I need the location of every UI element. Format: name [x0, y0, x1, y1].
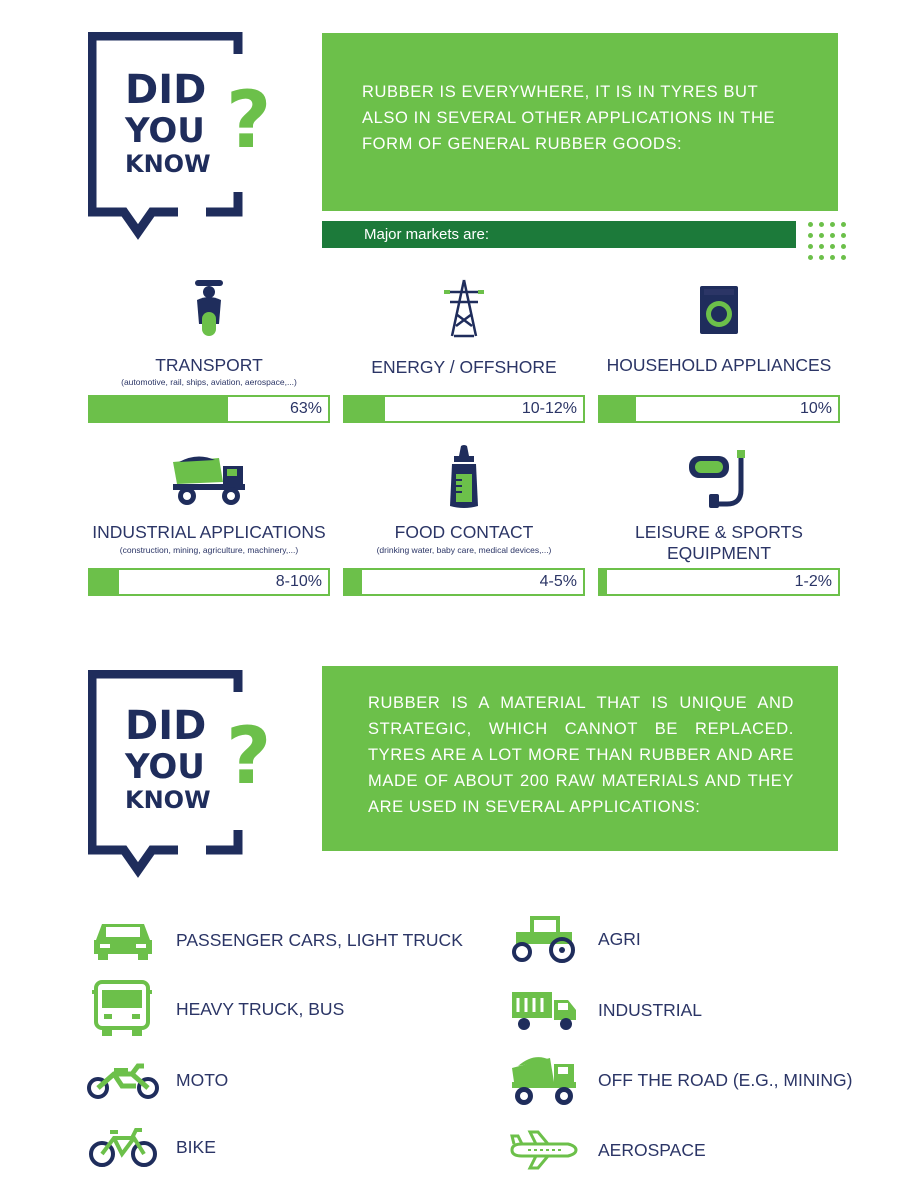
- airplane-icon: [508, 1130, 578, 1170]
- dyk-word-did: DID: [125, 67, 207, 113]
- application-label: AGRI: [598, 928, 641, 949]
- market-food-contact: [343, 448, 585, 598]
- market-title: FOOD CONTACT: [394, 522, 534, 542]
- application-label: INDUSTRIAL: [598, 999, 703, 1020]
- dyk-word-know: KNOW: [125, 150, 211, 178]
- market-share-bar: [88, 568, 330, 596]
- application-item: [92, 918, 463, 962]
- question-mark-icon: ?: [226, 76, 272, 166]
- bus-icon: [90, 980, 154, 1038]
- application-label: PASSENGER CARS, LIGHT TRUCK: [176, 929, 463, 950]
- application-item: [508, 1130, 706, 1170]
- application-item: [510, 988, 702, 1032]
- market-share-value: 1-2%: [794, 573, 832, 590]
- intro-panel-2: [322, 666, 838, 851]
- market-subtitle: (automotive, rail, ships, aviation, aerospace,...): [121, 377, 297, 387]
- market-title: HOUSEHOLD APPLIANCES: [606, 355, 832, 375]
- mining-truck-icon: [510, 1052, 578, 1108]
- application-item: [510, 1052, 852, 1108]
- power-pylon-icon: [442, 278, 486, 338]
- market-share-bar: [343, 568, 585, 596]
- market-share-bar: [88, 395, 330, 423]
- market-energy: [343, 278, 585, 428]
- market-title: INDUSTRIAL APPLICATIONS: [92, 522, 326, 542]
- dyk-word-you: YOU: [125, 111, 205, 151]
- major-markets-strip: Major markets are:: [322, 221, 796, 248]
- market-industrial: [88, 448, 330, 598]
- market-share-bar: [343, 395, 585, 423]
- decorative-dots-icon: [808, 222, 846, 260]
- application-label: AEROSPACE: [598, 1139, 706, 1160]
- market-subtitle: (drinking water, baby care, medical devices,...): [376, 545, 552, 555]
- truck-icon: [510, 988, 578, 1032]
- market-share-fill: [600, 397, 636, 421]
- dyk-word-you: YOU: [125, 747, 205, 787]
- market-share-fill: [90, 570, 119, 594]
- market-subtitle: (construction, mining, agriculture, machinery,...): [119, 545, 299, 555]
- market-share-value: 4-5%: [539, 573, 577, 590]
- dyk-word-did: DID: [125, 703, 207, 749]
- application-item: [88, 1126, 216, 1168]
- application-label: MOTO: [176, 1069, 229, 1090]
- dump-truck-icon: [169, 454, 249, 506]
- market-share-value: 63%: [289, 400, 322, 417]
- car-icon: [92, 918, 154, 962]
- market-title: ENERGY / OFFSHORE: [371, 357, 557, 377]
- market-share-value: 10%: [799, 400, 832, 417]
- market-household: [598, 278, 840, 428]
- question-mark-icon: ?: [226, 712, 272, 802]
- market-share-value: 8-10%: [275, 573, 322, 590]
- bicycle-icon: [88, 1126, 158, 1168]
- motorcycle-icon: [86, 1060, 160, 1100]
- market-leisure-sports: [598, 448, 840, 598]
- market-share-fill: [345, 570, 362, 594]
- market-share-fill: [90, 397, 228, 421]
- application-item: [86, 1060, 228, 1100]
- application-label: BIKE: [176, 1136, 216, 1157]
- market-share-bar: [598, 395, 840, 423]
- market-share-bar: [598, 568, 840, 596]
- intro-text-1: RUBBER IS EVERYWHERE, IT IS IN TYRES BUT ALSO IN SEVERAL OTHER APPLICATIONS IN THE FORM OF GENERAL RUBBER GOODS:: [362, 83, 776, 153]
- application-item: [90, 980, 344, 1038]
- market-share-fill: [345, 397, 385, 421]
- market-title: TRANSPORT: [155, 355, 263, 375]
- market-transport: [88, 278, 330, 428]
- dyk-word-know: KNOW: [125, 786, 211, 814]
- baby-bottle-icon: [447, 444, 481, 510]
- market-share-fill: [600, 570, 607, 594]
- washing-machine-icon: [699, 285, 739, 335]
- snorkel-mask-icon: [687, 450, 751, 508]
- application-label: OFF THE ROAD (E.G., MINING): [598, 1069, 853, 1090]
- intro-panel-1: [322, 33, 838, 211]
- application-label: HEAVY TRUCK, BUS: [176, 998, 345, 1019]
- did-you-know-badge-1: [88, 32, 273, 247]
- application-item: [510, 914, 641, 964]
- market-share-value: 10-12%: [521, 400, 577, 417]
- tractor-icon: [510, 914, 578, 964]
- market-title: LEISURE & SPORTS EQUIPMENT: [635, 522, 803, 563]
- scooter-icon: [189, 278, 229, 338]
- intro-text-2: RUBBER IS A MATERIAL THAT IS UNIQUE AND STRATEGIC, WHICH CANNOT BE REPLACED. TYRES ARE A LOT MORE THAN RUBBER AND ARE MADE OF ABOUT 200 RAW MATERIALS AND THEY ARE USED IN SEVERAL APPLICATIONS:: [368, 694, 794, 816]
- did-you-know-badge-2: [88, 670, 273, 885]
